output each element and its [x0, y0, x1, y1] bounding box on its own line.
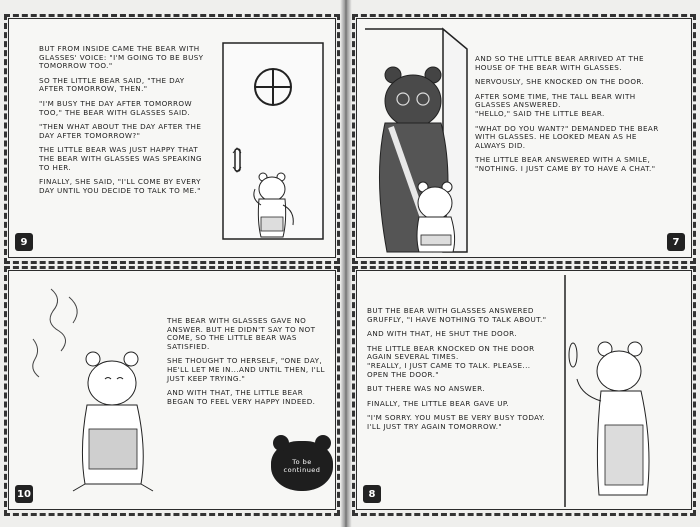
paragraph: AND SO THE LITTLE BEAR ARRIVED AT THE HOUSE OF THE BEAR WITH GLASSES. — [475, 54, 644, 72]
little-bear-happy-illustration — [23, 279, 153, 499]
page-8-text — [367, 307, 547, 438]
paragraph: FINALLY, SHE SAID, "I'LL COME BY EVERY DAY UNTIL YOU DECIDE TO TALK TO ME." — [39, 177, 201, 195]
page-10 — [8, 270, 336, 510]
page-9-text — [39, 45, 209, 201]
page-8 — [356, 270, 692, 510]
door-handle-icon — [569, 343, 577, 367]
paragraph: SHE THOUGHT TO HERSELF, "ONE DAY, HE'LL LET ME IN...AND UNTIL THEN, I'LL JUST KEEP TRYING." — [167, 356, 325, 383]
paragraph: FINALLY, THE LITTLE BEAR GAVE UP. — [367, 398, 510, 408]
paragraph: "I'M BUSY THE DAY AFTER TOMORROW TOO," THE BEAR WITH GLASSES SAID. — [39, 98, 192, 117]
paragraph: THE LITTLE BEAR KNOCKED ON THE DOOR AGAIN SEVERAL TIMES. "REALLY, I JUST CAME TO TALK. PLEASE... OPEN THE DOOR." — [367, 343, 535, 379]
badge-ear — [273, 435, 289, 451]
paragraph: AFTER SOME TIME, THE TALL BEAR WITH GLASSES ANSWERED. "HELLO," SAID THE LITTLE BEAR. — [475, 91, 636, 118]
door-window-icon — [255, 69, 291, 105]
paragraph: THE BEAR WITH GLASSES GAVE NO ANSWER. BUT HE DIDN'T SAY TO NOT COME, SO THE LITTLE BEAR WAS SATISFIED. — [167, 316, 316, 351]
page-10-text — [167, 317, 327, 412]
page-9 — [8, 18, 336, 258]
paragraph: SO THE LITTLE BEAR SAID, "THE DAY AFTER TOMORROW, THEN." — [39, 75, 185, 94]
page-number: 9 — [15, 233, 33, 251]
paragraph: BUT THE BEAR WITH GLASSES ANSWERED GRUFFLY, "I HAVE NOTHING TO TALK ABOUT." — [367, 306, 547, 324]
to-be-continued-label: To be continued — [283, 458, 321, 474]
doorway-illustration — [363, 27, 473, 252]
paragraph: BUT THERE WAS NO ANSWER. — [367, 384, 485, 394]
paragraph: THE LITTLE BEAR ANSWERED WITH A SMILE, "NOTHING. I JUST CAME BY TO HAVE A CHAT." — [475, 155, 656, 173]
paragraph: "I'M SORRY. YOU MUST BE VERY BUSY TODAY. I'LL JUST TRY AGAIN TOMORROW." — [367, 413, 545, 431]
little-bear-figure — [577, 342, 649, 495]
closed-door-illustration — [561, 275, 681, 507]
paragraph: "WHAT DO YOU WANT?" DEMANDED THE BEAR WITH GLASSES. HE LOOKED MEAN AS HE ALWAYS DID. — [475, 123, 659, 150]
door-illustration — [221, 41, 331, 241]
paragraph: NERVOUSLY, SHE KNOCKED ON THE DOOR. — [475, 77, 645, 87]
page-number: 7 — [667, 233, 685, 251]
page-7-text — [475, 55, 670, 180]
paragraph: BUT FROM INSIDE CAME THE BEAR WITH GLASSES' VOICE: "I'M GOING TO BE BUSY TOMORROW TOO." — [39, 44, 204, 71]
page-number: 10 — [15, 485, 33, 503]
paragraph: "THEN WHAT ABOUT THE DAY AFTER THE DAY AFTER TOMORROW?" — [39, 122, 202, 140]
paragraph: THE LITTLE BEAR WAS JUST HAPPY THAT THE BEAR WITH GLASSES WAS SPEAKING TO HER. — [39, 145, 202, 172]
bear-silhouette-badge — [271, 441, 333, 491]
badge-ear — [315, 435, 331, 451]
paragraph: AND WITH THAT, HE SHUT THE DOOR. — [367, 329, 517, 339]
book-spine — [340, 0, 352, 527]
page-number: 8 — [363, 485, 381, 503]
paragraph: AND WITH THAT, THE LITTLE BEAR BEGAN TO FEEL VERY HAPPY INDEED. — [167, 388, 316, 406]
page-7 — [356, 18, 692, 258]
little-bear-figure — [73, 352, 153, 491]
